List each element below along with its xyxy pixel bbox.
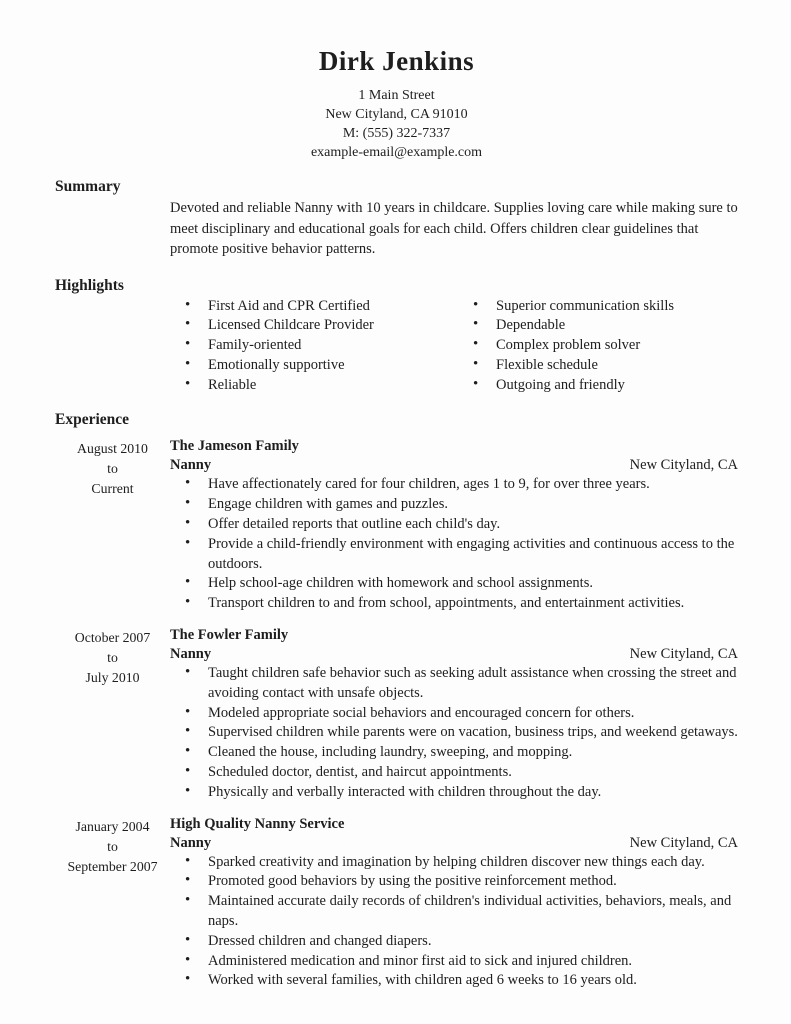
- job-entry-high-quality-nanny-service: [55, 815, 738, 992]
- candidate-name: Dirk Jenkins: [318, 46, 475, 76]
- job-duty: • Supervised children while parents were on vacation, business trips, and weekend getaways.: [170, 723, 738, 743]
- job-title: Nanny: [170, 834, 212, 851]
- summary-text: Devoted and reliable Nanny with 10 years in childcare. Supplies loving care while making sure to meet disciplinary and educational goals for each child. Offers children clear guidelines that promote positive behavior patterns.: [170, 200, 738, 257]
- highlight-item: • Emotionally supportive: [170, 356, 458, 376]
- job-duty: • Physically and verbally interacted with children throughout the day.: [170, 783, 738, 803]
- highlight-item: • Licensed Childcare Provider: [170, 316, 458, 336]
- job-duty: • Dressed children and changed diapers.: [170, 932, 738, 952]
- job-date-separator: to: [107, 838, 118, 854]
- email-address: example-email@example.com: [310, 145, 483, 160]
- job-duty: • Taught children safe behavior such as seeking adult assistance when crossing the street and avoiding contact with unsafe objects.: [170, 664, 738, 704]
- address-street: 1 Main Street: [358, 88, 435, 103]
- job-date-start: August 2010: [77, 441, 148, 457]
- highlight-item: • Superior communication skills: [458, 297, 738, 317]
- job-date-start: October 2007: [74, 630, 151, 646]
- job-duty: • Have affectionately cared for four children, ages 1 to 9, for over three years.: [170, 475, 738, 495]
- job-date-start: January 2004: [75, 818, 150, 834]
- job-title: Nanny: [170, 457, 212, 474]
- highlight-item: • First Aid and CPR Certified: [170, 297, 458, 317]
- job-duty: • Modeled appropriate social behaviors and encouraged concern for others.: [170, 704, 738, 724]
- job-date-range: [55, 815, 170, 992]
- job-company: High Quality Nanny Service: [170, 815, 345, 832]
- job-duty: • Maintained accurate daily records of children's individual activities, behaviors, meals, and naps.: [170, 892, 738, 932]
- job-duty-list: [170, 664, 738, 803]
- highlights-heading: Highlights: [55, 276, 124, 294]
- job-duty: • Cleaned the house, including laundry, sweeping, and mopping.: [170, 743, 738, 763]
- job-duty: • Promoted good behaviors by using the positive reinforcement method.: [170, 872, 738, 892]
- job-company: The Jameson Family: [170, 438, 299, 455]
- job-date-range: [55, 437, 170, 614]
- highlight-item: • Reliable: [170, 376, 458, 396]
- highlights-section: [55, 275, 738, 396]
- job-duty: • Provide a child-friendly environment with engaging activities and continuous access to the outdoors.: [170, 535, 738, 575]
- job-location: New Cityland, CA: [629, 834, 738, 851]
- job-duty-list: [170, 853, 738, 992]
- job-date-range: [55, 626, 170, 803]
- phone-number: M: (555) 322-7337: [342, 126, 451, 141]
- address-city: New Cityland, CA 91010: [325, 107, 468, 122]
- job-duty: • Help school-age children with homework and school assignments.: [170, 574, 738, 594]
- job-location: New Cityland, CA: [629, 646, 738, 663]
- job-entry-jameson-family: [55, 437, 738, 614]
- job-company: The Fowler Family: [170, 627, 289, 644]
- highlight-item: • Outgoing and friendly: [458, 376, 738, 396]
- job-location: New Cityland, CA: [629, 457, 738, 474]
- highlight-item: • Complex problem solver: [458, 336, 738, 356]
- job-date-end: Current: [91, 481, 134, 497]
- job-title: Nanny: [170, 646, 212, 663]
- job-duty: • Transport children to and from school, appointments, and entertainment activities.: [170, 594, 738, 614]
- job-date-end: September 2007: [67, 858, 158, 874]
- job-duty: • Offer detailed reports that outline each child's day.: [170, 515, 738, 535]
- highlight-item: • Dependable: [458, 316, 738, 336]
- job-duty-list: [170, 475, 738, 614]
- job-date-separator: to: [107, 461, 118, 477]
- job-duty: • Scheduled doctor, dentist, and haircut appointments.: [170, 763, 738, 783]
- summary-heading: Summary: [55, 178, 121, 195]
- summary-section: [55, 176, 738, 260]
- experience-heading: Experience: [55, 411, 130, 429]
- job-date-end: July 2010: [85, 670, 140, 686]
- experience-section: [55, 409, 738, 991]
- job-entry-fowler-family: [55, 626, 738, 803]
- job-duty: • Sparked creativity and imagination by helping children discover new things each day.: [170, 853, 738, 873]
- resume-header: [55, 46, 738, 162]
- highlight-item: • Flexible schedule: [458, 356, 738, 376]
- highlight-item: • Family-oriented: [170, 336, 458, 356]
- job-date-separator: to: [107, 650, 118, 666]
- highlights-column-1: [170, 297, 458, 396]
- job-duty: • Administered medication and minor first aid to sick and injured children.: [170, 952, 738, 972]
- highlights-column-2: [458, 297, 738, 396]
- job-duty: • Engage children with games and puzzles.: [170, 495, 738, 515]
- job-duty: • Worked with several families, with children aged 6 weeks to 16 years old.: [170, 971, 738, 991]
